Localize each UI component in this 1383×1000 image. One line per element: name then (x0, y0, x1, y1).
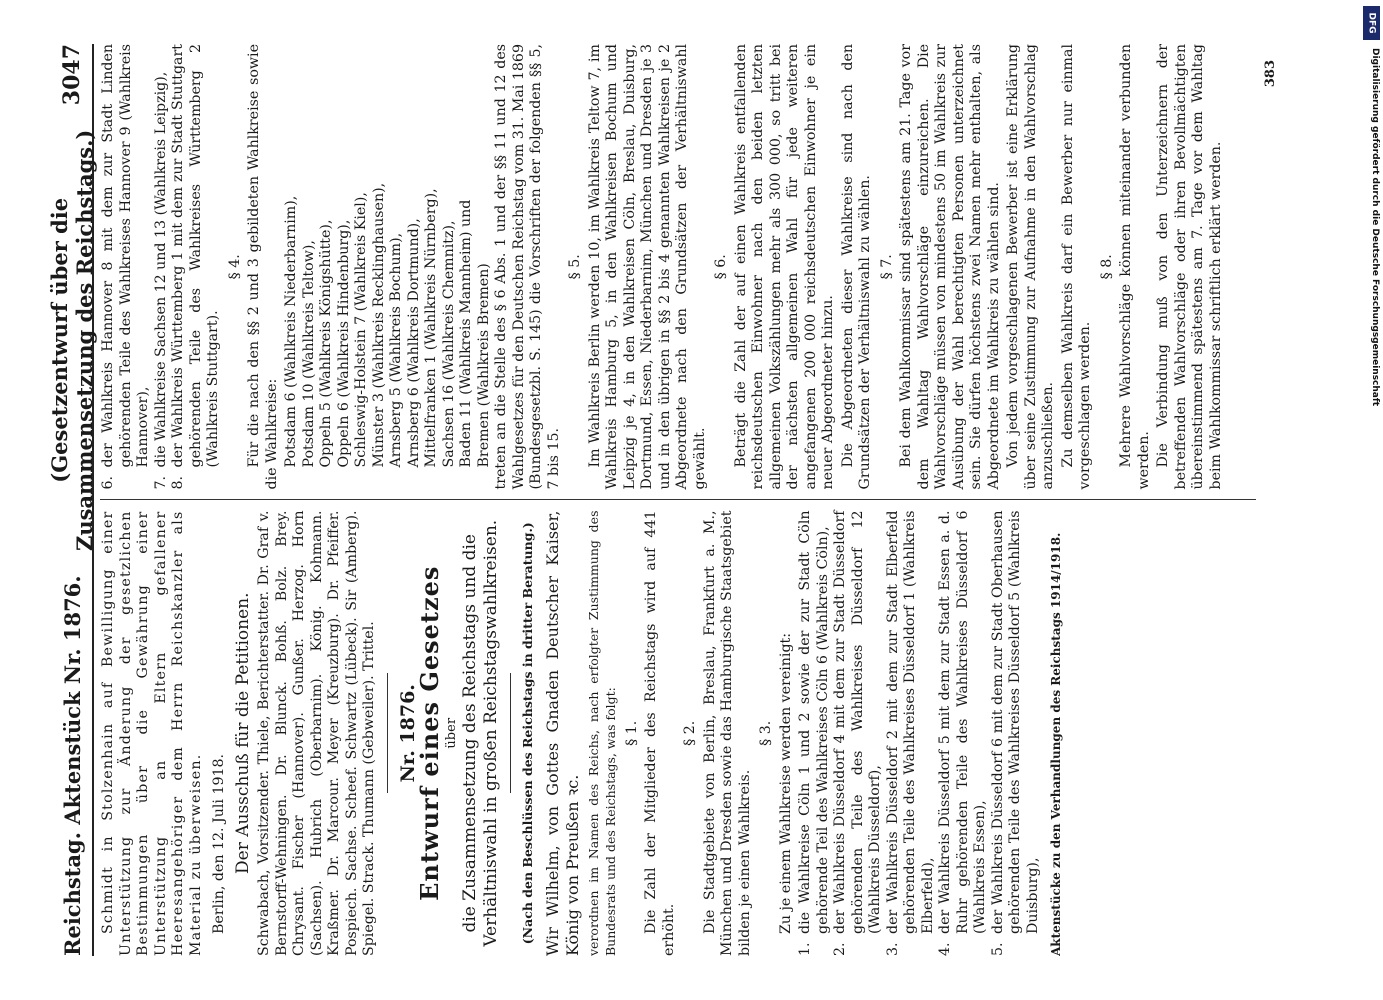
list-item: 7. die Wahlkreise Sachsen 12 und 13 (Wahlkreis Leipzig), (152, 71, 169, 490)
two-column-body (100, 44, 1256, 956)
ueber-label: über (443, 717, 459, 749)
credit-text: Digitalisierung gefördert durch die Deutsche Forschungsgemeinschaft (1370, 48, 1380, 407)
list-item: 4. der Wahlkreis Düsseldorf 5 mit dem zur Stadt Essen a. d. Ruhr gehörenden Teile des Wahlkreises Düsseldorf 6 (Wahlkreis Essen), (937, 510, 988, 956)
section-5-text: Im Wahlkreis Berlin werden 10, im Wahlkreis Teltow 7, im Wahlkreis Hamburg 5, in den Wahlkreisen Bochum und Leipzig je 4, in den Wahlkreisen Cöln, Breslau, Duisburg, Dortmund, Essen, Niederbarnim, München und Dresden je 3 und in den übrigen in §§ 2 bis 4 genannten Wahlkreisen je 2 Abgeordnete nach den Grundsätzen der Verhältniswahl gewählt. (586, 44, 708, 490)
list-item: Arnsberg 5 (Wahlkreis Bochum), (388, 232, 404, 468)
list-item: Mittelfranken 1 (Wahlkreis Nürnberg), (423, 188, 439, 468)
list-item: 2. der Wahlkreis Düsseldorf 4 mit dem zur Stadt Düsseldorf gehörenden Teile des Wahlkreises Düsseldorf 12 (Wahlkreis Düsseldorf), (832, 510, 883, 956)
section-2-text: Die Stadtgebiete von Berlin, Breslau, Frankfurt a. M., München und Dresden sowie das Hamburgische Staatsgebiet bilden je einen Wahlkreis. (701, 510, 753, 956)
section-8-title: § 8. (1098, 254, 1115, 280)
dfg-logo: DFG (1363, 6, 1380, 40)
page-header (47, 44, 97, 956)
section-6-text-2: Die Abgeordneten dieser Wahlkreise sind nach den Grundsätzen der Verhältniswahl zu wählen. (839, 44, 873, 490)
list-item: Oppeln 5 (Wahlkreis Königshütte), (318, 219, 334, 468)
divider (510, 673, 511, 793)
list-item: Baden 11 (Wahlkreis Mannheim) und (458, 199, 474, 468)
section-4-text: treten an die Stelle des § 6 Abs. 1 und der §§ 11 und 12 des Wahlgesetzes für den Deutschen Reichstag vom 31. Mai 1869 (Bundesgesetzbl. S. 145) die Vorschriften der folgenden §§ 5, 7 bis 15. (493, 44, 562, 490)
page-number: 3047 (59, 44, 85, 106)
section-4-intro: Für die nach den §§ 2 und 3 gebildeten Wahlkreise sowie die Wahlkreise: (246, 44, 280, 490)
kaiser-preamble: Wir Wilhelm, von Gottes Gnaden Deutscher Kaiser, König von Preußen ꝛc. (542, 510, 582, 956)
header-left: Reichstag. Aktenstück Nr. 1876. (59, 575, 85, 956)
list-item: 6. der Wahlkreis Hannover 8 mit dem zur Stadt Linden gehörenden Teile des Wahlkreises Hannover 9 (Wahlkreis Hannover), (100, 44, 151, 490)
section-7-title: § 7. (878, 254, 895, 280)
list-item: 1. die Wahlkreise Cöln 1 und 2 sowie der zur Stadt Cöln gehörende Teil des Wahlkreises Cöln 6 (Wahlkreis Cöln), (797, 510, 831, 956)
list-item: Bremen (Wahlkreis Bremen) (475, 263, 492, 468)
section-3-intro: Zu je einem Wahlkreise werden vereinigt: (777, 632, 794, 934)
law-subject: die Zusammensetzung des Reichstags und die Verhältniswahl in großen Reichstagswahlkreisen. (460, 519, 501, 947)
section-7-text-3: Zu demselben Wahlkreis darf ein Bewerber nur einmal vorgeschlagen werden. (1059, 44, 1093, 490)
section-5-title: § 5. (567, 254, 583, 280)
committee-members: Schwabach, Vorsitzender. Thiele, Berichterstatter. Dr. Graf v. Bernstorff-Wehningen. Dr. Blunck. Bohß. Bolz. Brey. Chrysant. Fischer (Hannover). Gunßer. Herzog. Horn (Sachsen). Hubrich (Oberbarnim). König. Kohmann. Kraßmer. Dr. Marcour. Meyer (Kreuzburg). Dr. Pfeiffer. Pospiech. Sachse. Scheef. Schwartz (Lübeck). Sir (Amberg). Spiegel. Strack. Thumann (Gebweiler). Trittel. (256, 510, 377, 956)
verordnen-line: verordnen im Namen des Reichs, nach erfolgter Zustimmung des Bundesrats und des Reichstags, was folgt: (585, 510, 618, 956)
section-7-text-1: Bei dem Wahlkommissar sind spätestens am 21. Tage vor dem Wahltag Wahlvorschläge einzureichen. Die Wahlvorschläge müssen von mindestens 50 im Wahlkreis zur Ausübung der Wahl berechtigten Personen unterzeichnet sein. Sie dürfen höchstens zwei Namen mehr enthalten, als Abgeordnete im Wahlkreis zu wählen sind. (898, 44, 1002, 490)
page-code: 383 (1263, 60, 1278, 88)
list-item: Schleswig-Holstein 7 (Wahlkreis Kiel), (353, 192, 369, 468)
entwurf-title: Entwurf eines Gesetzes (415, 565, 444, 901)
wahlkreis-list (283, 44, 493, 490)
section-7-text-2: Von jedem vorgeschlagenen Bewerber ist eine Erklärung über seine Zustimmung zur Aufnahme in den Wahlvorschlag anzuschließen. (1005, 44, 1056, 490)
digitization-credit (1363, 6, 1381, 991)
page-footer: Aktenstücke zu den Verhandlungen des Reichstags 1914/1918. (1049, 532, 1063, 956)
date-line: Berlin, den 12. Juli 1918. (211, 753, 227, 934)
committee-title: Der Ausschuß für die Petitionen. (232, 592, 253, 874)
section-4-title: § 4. (226, 254, 243, 280)
petition-intro: Schmidt in Stolzenhain auf Bewilligung einer Unterstützung zur Änderung der gesetzlichen Bestimmungen über die Gewährung einer Unterstützung an Eltern gefallener Heeresangehöriger dem Herrn Reichskanzler als Material zu überweisen. (100, 510, 204, 956)
section-3-title: § 3. (758, 720, 774, 746)
list-item: Potsdam 10 (Wahlkreis Teltow), (300, 240, 317, 468)
list-item: 8. der Wahlkreis Württemberg 1 mit dem zur Stadt Stuttgart gehörenden Teile des Wahlkreises Württemberg 2 (Wahlkreis Stuttgart). (170, 44, 221, 490)
list-item: 5. der Wahlkreis Düsseldorf 6 mit dem zur Stadt Oberhausen gehörenden Teile des Wahlkreises Düsseldorf 5 (Wahlkreis Duisburg), (989, 510, 1041, 956)
section-3-list (797, 511, 1042, 957)
section-3-list-continued (100, 44, 223, 490)
section-6-text-1: Beträgt die Zahl der auf einen Wahlkreis entfallenden reichsdeutschen Einwohner nach den beiden letzten allgemeinen Volkszählungen mehr als 300 000, so tritt bei der nächsten allgemeinen Wahl für jede weiteren angefangenen 200 000 reichsdeutschen Einwohner je ein neuer Abgeordneter hinzu. (732, 44, 836, 490)
section-2-title: § 2. (682, 720, 698, 746)
list-item: Potsdam 6 (Wahlkreis Niederbarnim), (283, 195, 299, 468)
section-1-title: § 1. (623, 720, 640, 746)
list-item: Oppeln 6 (Wahlkreis Hindenburg), (335, 219, 352, 468)
list-item: Münster 3 (Wahlkreis Recklinghausen), (370, 182, 387, 468)
section-8-text-1: Mehrere Wahlvorschläge können miteinander verbunden werden. (1118, 44, 1152, 490)
left-column (100, 500, 1256, 957)
divider (387, 673, 388, 793)
header-title: (Gesetzentwurf über die Zusammensetzung des Reichstags.) (47, 129, 97, 551)
document-number: Nr. 1876. (396, 684, 419, 783)
list-item: 3. der Wahlkreis Düsseldorf 2 mit dem zur Stadt Elberfeld gehörenden Teile des Wahlkreises Düsseldorf 1 (Wahlkreis Elberfeld), (884, 510, 936, 956)
section-6-title: § 6. (713, 254, 729, 280)
section-1-text: Die Zahl der Mitglieder des Reichstags wird auf 441 erhöht. (643, 510, 677, 956)
reading-note: (Nach den Beschlüssen des Reichstags in dritter Beratung.) (520, 522, 535, 945)
list-item: Sachsen 16 (Wahlkreis Chemnitz), (440, 220, 457, 468)
right-column (100, 44, 1256, 500)
section-8-text-2: Die Verbindung muß von den Unterzeichnern der betreffenden Wahlvorschläge oder ihren Bevollmächtigten übereinstimmend spätestens am 7. Tage vor dem Wahltag beim Wahlkommissar schriftlich erklärt werden. (1155, 44, 1224, 490)
list-item: Arnsberg 6 (Wahlkreis Dortmund), (405, 218, 422, 468)
